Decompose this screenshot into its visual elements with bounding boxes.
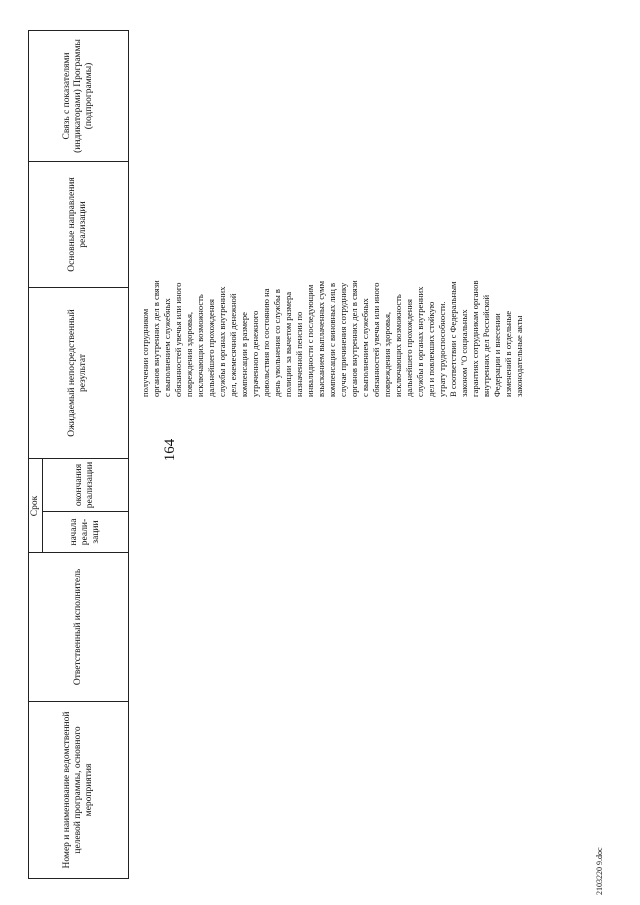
col-divider-6 (28, 287, 128, 288)
header-program-number-name: Номер и наименование ведомственной целевой программы, основного мероприятия (61, 711, 94, 869)
header-main-directions: Основные направления реализации (67, 177, 88, 272)
table-top-border (28, 30, 29, 879)
term-subheader-divider (42, 459, 43, 553)
row-text-content: получении сотрудником органов внутренних дел в связи с выполнением служебных обязанностей увечья или иного повреждения здоровья, исключающих возможность дальнейшего прохождения службы в органах внутренних дел, ежемесячной денежной компенсации в размере утраченного денежного довольствия по состоянию на день увольнения со службы в полиции за вычетом размера назначенной пенсии по инвалидности с последующим взысканием выплаченных сумм компенсации с виновных лиц в случае причинения сотруднику органов внутренних дел в связи с выполнением служебных обязанностей увечья или иного повреждения здоровья, исключающих возможность дальнейшего прохождения службы в органах внутренних дел и повлекших стойкую утрату трудоспособности. В соответствии с Федеральным законом "О социальных гарантиях сотрудникам органов внутренних дел Российской Федерации и внесении изменений в отдельные законодательные акты (140, 280, 524, 397)
col-divider-5 (28, 458, 128, 459)
col-divider-3 (28, 552, 128, 553)
header-expected-result: Ожидаемый непосредственный результат (67, 309, 88, 437)
header-term-start: начала реали-зации (68, 518, 101, 546)
col-divider-1 (28, 878, 128, 879)
header-term: Срок (30, 495, 40, 517)
footer-file-code: 2103220 9.doc (595, 847, 604, 895)
header-responsible-executor: Ответственный исполнитель (72, 568, 83, 686)
header-bottom-border (128, 30, 129, 879)
col-divider-8 (28, 30, 128, 31)
page-number: 164 (162, 438, 178, 462)
col-divider-4 (42, 511, 128, 512)
col-divider-2 (28, 701, 128, 702)
col-divider-7 (28, 161, 128, 162)
header-term-end: окончания реализации (74, 461, 95, 509)
table-frame (28, 30, 631, 879)
header-indicator-link: Связь с показателями (индикаторами) Программы (подпрограммы) (61, 39, 94, 153)
data-table (28, 30, 631, 879)
